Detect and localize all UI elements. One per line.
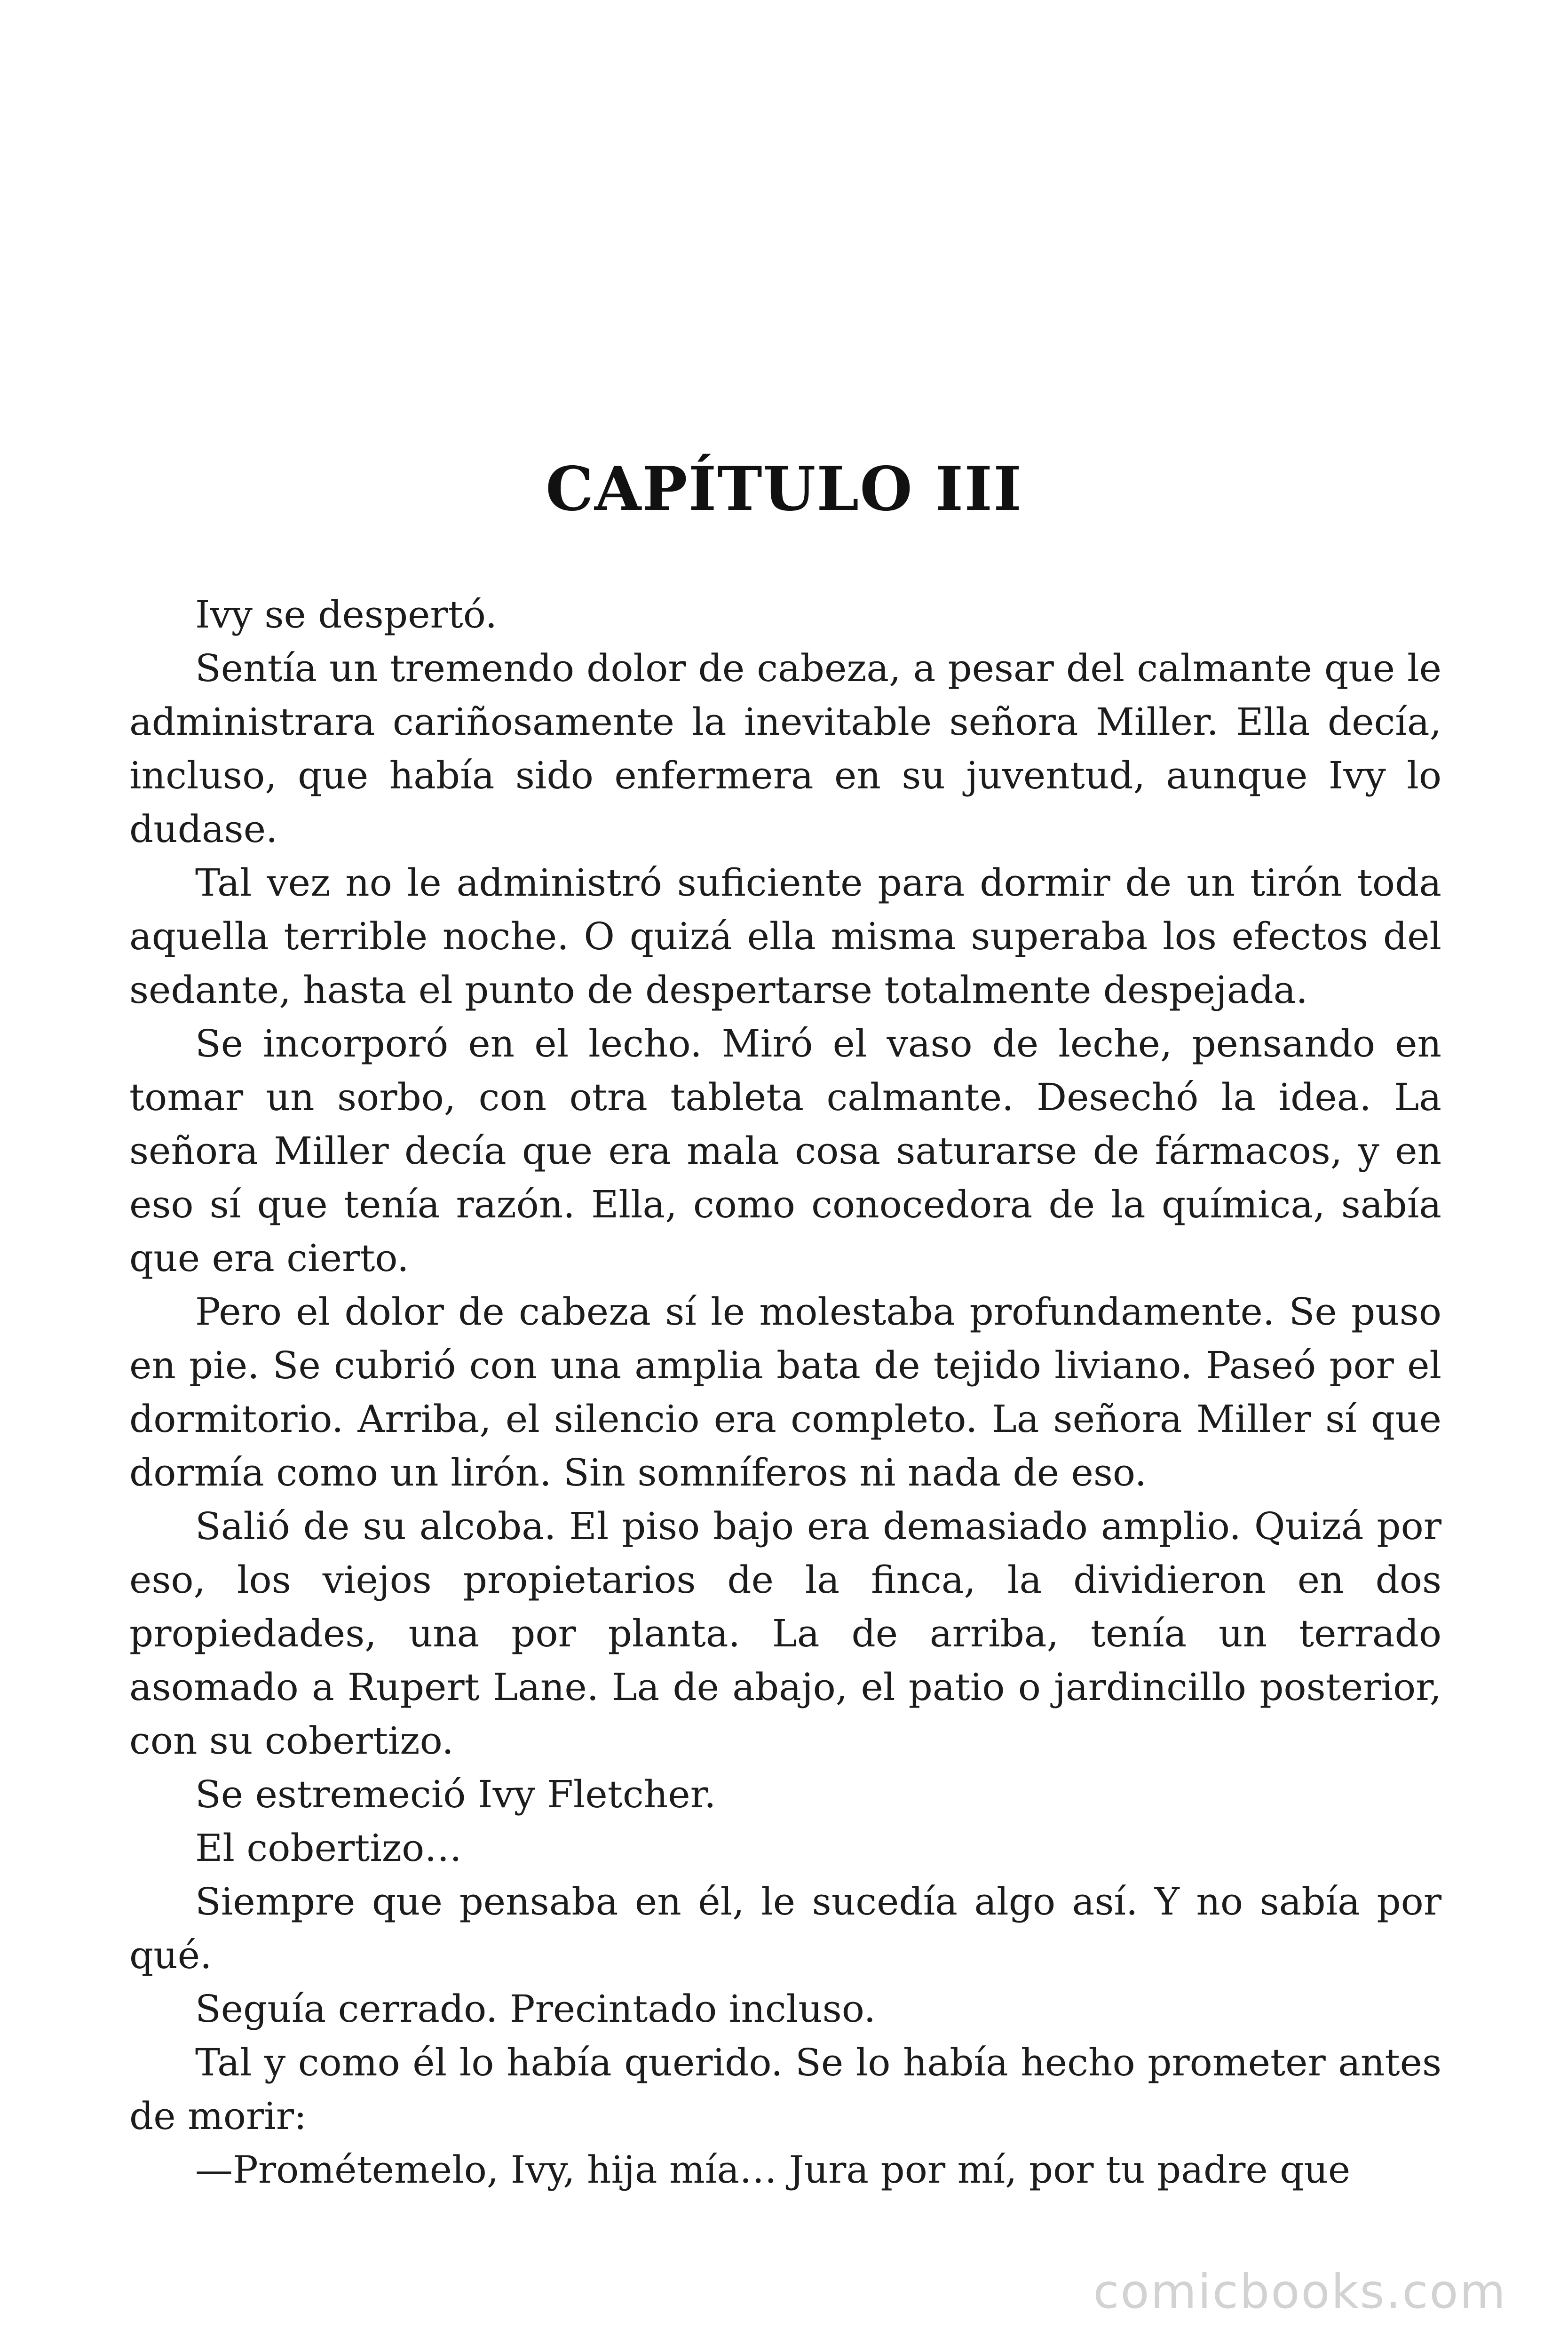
paragraph: Ivy se despertó. — [195, 593, 497, 636]
chapter-title: CAPÍTULO III — [546, 454, 1022, 524]
paragraph: Tal vez no le administró suficiente para dormir de un tirón toda aquella terrible noche. O quizá ella misma superaba los efectos del sedante, hasta el punto de despertarse totalmente despejada. — [129, 861, 1441, 1012]
paragraph: Se incorporó en el lecho. Miró el vaso de leche, pensando en tomar un sorbo, con otra tableta calmante. Desechó la idea. La señora Miller decía que era mala cosa saturarse de fármacos, y en eso sí que tenía razón. Ella, como conocedora de la química, sabía que era cierto. — [129, 1022, 1441, 1280]
paragraph: —Prométemelo, Ivy, hija mía… Jura por mí, por tu padre que — [195, 2148, 1351, 2192]
paragraph: Pero el dolor de cabeza sí le molestaba profundamente. Se puso en pie. Se cubrió con una amplia bata de tejido liviano. Paseó por el dormitorio. Arriba, el silencio era completo. La señora Miller sí que dormía como un lirón. Sin somníferos ni nada de eso. — [129, 1290, 1441, 1494]
paragraph: Se estremeció Ivy Fletcher. — [195, 1772, 716, 1816]
paragraph: Siempre que pensaba en él, le sucedía algo así. Y no sabía por qué. — [129, 1880, 1441, 1977]
paragraph: El cobertizo… — [195, 1826, 462, 1870]
paragraph: Tal y como él lo había querido. Se lo había hecho prometer antes de morir: — [129, 2041, 1441, 2138]
paragraph: Salió de su alcoba. El piso bajo era demasiado amplio. Quizá por eso, los viejos propietarios de la finca, la dividieron en dos propiedades, una por planta. La de arriba, tenía un terrado asomado a Rupert Lane. La de abajo, el patio o jardincillo posterior, con su cobertizo. — [129, 1504, 1441, 1763]
paragraph: Sentía un tremendo dolor de cabeza, a pesar del calmante que le administrara cariñosamente la inevitable señora Miller. Ella decía, incluso, que había sido enfermera en su juventud, aunque Ivy lo dudase. — [129, 646, 1441, 851]
chapter-body — [129, 588, 1441, 2197]
watermark: comicbooks.com — [1093, 2264, 1507, 2319]
paragraph: Seguía cerrado. Precintado incluso. — [195, 1987, 876, 2031]
